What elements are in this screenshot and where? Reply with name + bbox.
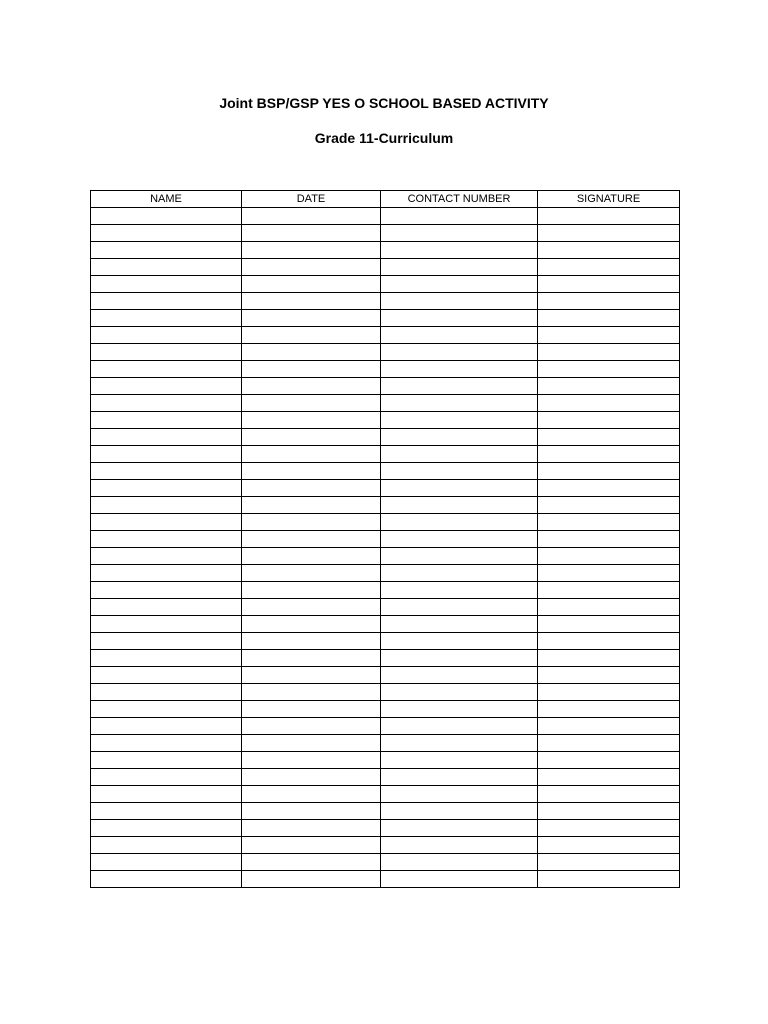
date-cell [242,786,381,803]
table-row [91,293,680,310]
date-cell [242,548,381,565]
name-cell [91,463,242,480]
date-cell [242,565,381,582]
date-cell [242,310,381,327]
date-cell [242,752,381,769]
date-cell [242,344,381,361]
name-cell [91,752,242,769]
contact-number-cell [381,582,538,599]
contact-number-cell [381,344,538,361]
contact-number-cell [381,531,538,548]
contact-number-cell [381,871,538,888]
name-cell [91,327,242,344]
name-cell [91,786,242,803]
name-cell [91,650,242,667]
table-row [91,565,680,582]
name-cell [91,599,242,616]
table-row [91,497,680,514]
contact-number-cell [381,769,538,786]
date-cell [242,582,381,599]
name-cell [91,361,242,378]
name-cell [91,633,242,650]
table-row [91,225,680,242]
signature-cell [538,820,680,837]
table-row [91,446,680,463]
signature-cell [538,429,680,446]
table-row [91,395,680,412]
date-cell [242,531,381,548]
signature-cell [538,514,680,531]
contact-number-cell [381,752,538,769]
contact-number-cell [381,310,538,327]
table-row [91,701,680,718]
signature-cell [538,463,680,480]
date-cell [242,514,381,531]
date-cell [242,735,381,752]
column-header-date: DATE [242,191,381,208]
contact-number-cell [381,633,538,650]
name-cell [91,769,242,786]
name-cell [91,667,242,684]
signature-cell [538,344,680,361]
signature-cell [538,701,680,718]
date-cell [242,769,381,786]
date-cell [242,361,381,378]
name-cell [91,701,242,718]
contact-number-cell [381,650,538,667]
name-cell [91,344,242,361]
name-cell [91,480,242,497]
name-cell [91,412,242,429]
contact-number-cell [381,599,538,616]
signature-cell [538,446,680,463]
contact-number-cell [381,242,538,259]
signature-cell [538,548,680,565]
date-cell [242,446,381,463]
name-cell [91,446,242,463]
date-cell [242,633,381,650]
signature-cell [538,684,680,701]
date-cell [242,684,381,701]
table-row [91,599,680,616]
table-row [91,582,680,599]
signature-cell [538,837,680,854]
contact-number-cell [381,616,538,633]
signature-cell [538,667,680,684]
contact-number-cell [381,735,538,752]
contact-number-cell [381,820,538,837]
table-row [91,871,680,888]
signature-cell [538,599,680,616]
signature-cell [538,752,680,769]
contact-number-cell [381,446,538,463]
signature-cell [538,225,680,242]
contact-number-cell [381,429,538,446]
table-row [91,531,680,548]
date-cell [242,378,381,395]
signature-cell [538,565,680,582]
document-title: Joint BSP/GSP YES O SCHOOL BASED ACTIVITY [219,95,549,111]
table-row [91,344,680,361]
name-cell [91,242,242,259]
table-row [91,429,680,446]
date-cell [242,803,381,820]
table-row [91,310,680,327]
contact-number-cell [381,497,538,514]
name-cell [91,735,242,752]
date-cell [242,837,381,854]
name-cell [91,497,242,514]
table-row [91,650,680,667]
name-cell [91,582,242,599]
name-cell [91,684,242,701]
name-cell [91,429,242,446]
contact-number-cell [381,701,538,718]
table-row [91,378,680,395]
table-row [91,548,680,565]
name-cell [91,871,242,888]
contact-number-cell [381,463,538,480]
name-cell [91,718,242,735]
name-cell [91,531,242,548]
signature-cell [538,242,680,259]
signature-cell [538,650,680,667]
date-cell [242,497,381,514]
table-row [91,854,680,871]
date-cell [242,616,381,633]
date-cell [242,259,381,276]
table-row [91,463,680,480]
contact-number-cell [381,837,538,854]
contact-number-cell [381,208,538,225]
name-cell [91,854,242,871]
name-cell [91,293,242,310]
signature-cell [538,786,680,803]
contact-number-cell [381,565,538,582]
date-cell [242,667,381,684]
name-cell [91,378,242,395]
table-row [91,786,680,803]
contact-number-cell [381,412,538,429]
table-row [91,803,680,820]
signature-cell [538,276,680,293]
date-cell [242,429,381,446]
contact-number-cell [381,684,538,701]
date-cell [242,701,381,718]
signature-cell [538,378,680,395]
signature-cell [538,293,680,310]
date-cell [242,412,381,429]
name-cell [91,548,242,565]
signature-cell [538,718,680,735]
contact-number-cell [381,276,538,293]
table-row [91,276,680,293]
table-row [91,327,680,344]
signature-cell [538,497,680,514]
name-cell [91,616,242,633]
date-cell [242,225,381,242]
table-body [91,208,680,888]
date-cell [242,463,381,480]
table-row [91,667,680,684]
date-cell [242,718,381,735]
signature-cell [538,803,680,820]
table-row [91,616,680,633]
table-row [91,361,680,378]
table-row [91,735,680,752]
table-row [91,208,680,225]
contact-number-cell [381,803,538,820]
table-row [91,769,680,786]
column-header-signature: SIGNATURE [538,191,680,208]
contact-number-cell [381,378,538,395]
date-cell [242,395,381,412]
name-cell [91,837,242,854]
table-row [91,837,680,854]
name-cell [91,803,242,820]
signature-cell [538,735,680,752]
date-cell [242,871,381,888]
date-cell [242,599,381,616]
signature-cell [538,259,680,276]
date-cell [242,650,381,667]
table-row [91,412,680,429]
contact-number-cell [381,480,538,497]
attendance-table [90,190,680,888]
date-cell [242,327,381,344]
contact-number-cell [381,786,538,803]
column-header-name: NAME [91,191,242,208]
signature-cell [538,208,680,225]
name-cell [91,514,242,531]
signature-cell [538,395,680,412]
name-cell [91,565,242,582]
contact-number-cell [381,667,538,684]
contact-number-cell [381,259,538,276]
table-header-row [91,191,680,208]
table-row [91,514,680,531]
date-cell [242,820,381,837]
table-row [91,242,680,259]
contact-number-cell [381,395,538,412]
table-row [91,633,680,650]
table-row [91,480,680,497]
table-row [91,820,680,837]
name-cell [91,259,242,276]
signature-cell [538,854,680,871]
date-cell [242,208,381,225]
column-header-contact-number: CONTACT NUMBER [381,191,538,208]
table-row [91,718,680,735]
signature-cell [538,412,680,429]
signature-cell [538,633,680,650]
contact-number-cell [381,514,538,531]
date-cell [242,242,381,259]
signature-cell [538,361,680,378]
signature-cell [538,531,680,548]
signature-cell [538,871,680,888]
contact-number-cell [381,548,538,565]
contact-number-cell [381,225,538,242]
table-row [91,259,680,276]
contact-number-cell [381,293,538,310]
name-cell [91,225,242,242]
date-cell [242,276,381,293]
signature-cell [538,327,680,344]
name-cell [91,310,242,327]
signature-cell [538,310,680,327]
table-row [91,752,680,769]
contact-number-cell [381,854,538,871]
date-cell [242,293,381,310]
contact-number-cell [381,718,538,735]
contact-number-cell [381,361,538,378]
table-row [91,684,680,701]
signature-cell [538,480,680,497]
name-cell [91,276,242,293]
name-cell [91,820,242,837]
date-cell [242,854,381,871]
signature-cell [538,616,680,633]
name-cell [91,208,242,225]
date-cell [242,480,381,497]
signature-cell [538,582,680,599]
signature-cell [538,769,680,786]
contact-number-cell [381,327,538,344]
name-cell [91,395,242,412]
document-subtitle: Grade 11-Curriculum [314,130,454,146]
